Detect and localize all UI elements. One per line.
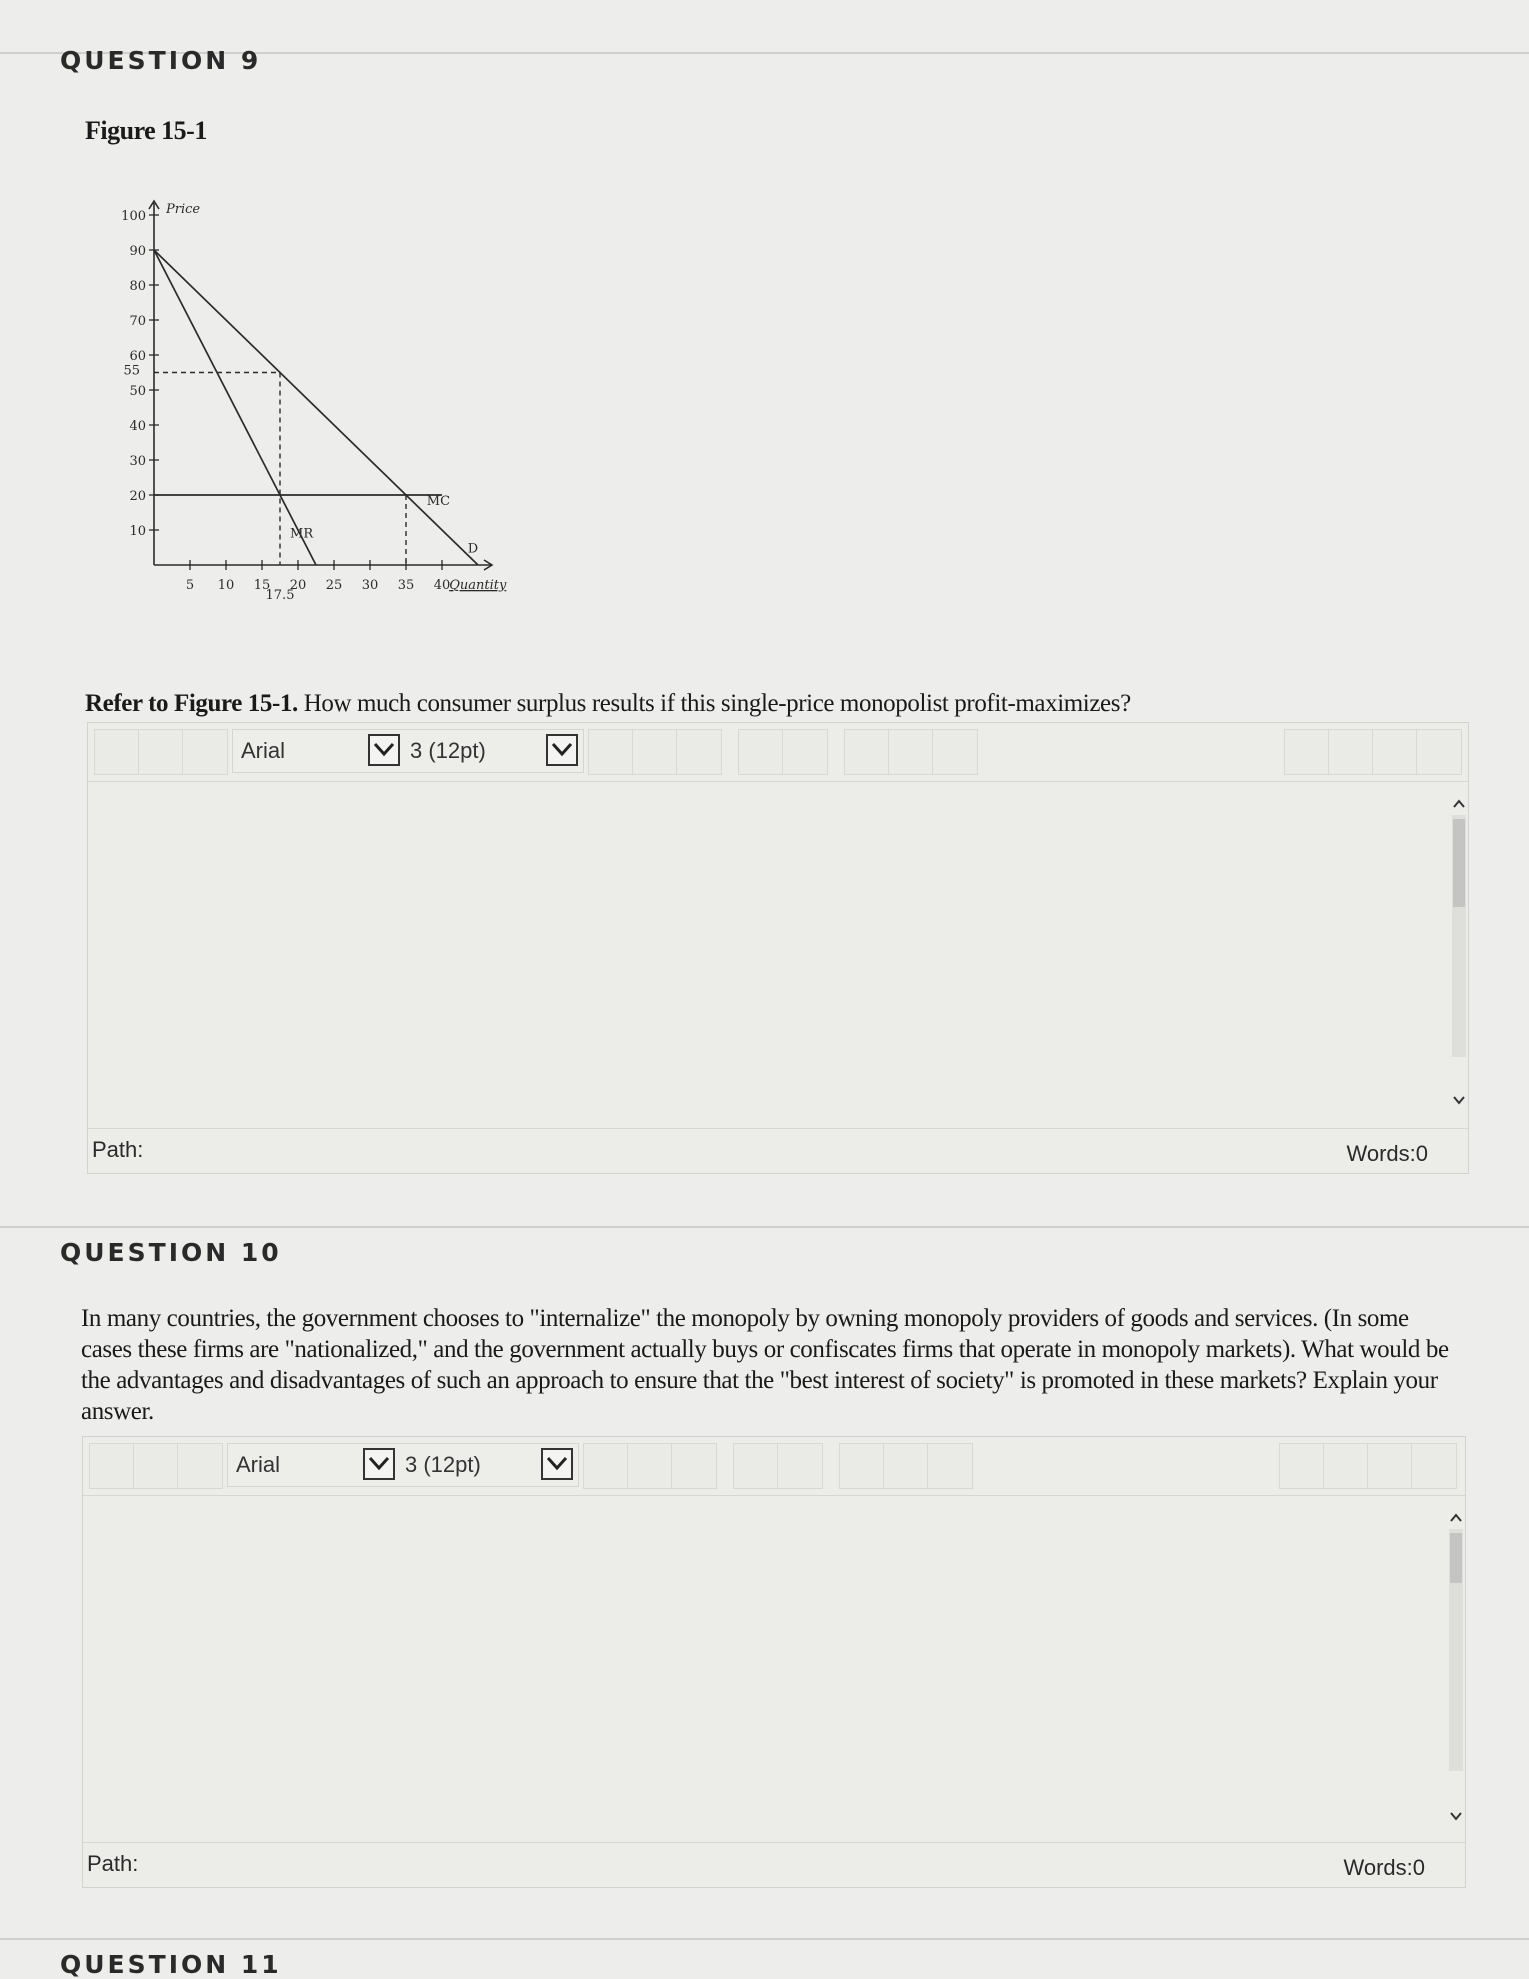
toolbar-button[interactable]	[1367, 1443, 1413, 1489]
toolbar-button[interactable]	[1279, 1443, 1325, 1489]
font-size-select[interactable]	[366, 729, 584, 773]
question-divider	[0, 1938, 1529, 1940]
y-tick-label: 80	[129, 279, 146, 294]
figure-15-1-chart	[100, 175, 540, 615]
font-size-value: 3 (12pt)	[410, 738, 486, 763]
series-d-label: D	[467, 541, 479, 557]
toolbar-button[interactable]	[632, 729, 678, 775]
series-mr-label: MR	[290, 526, 314, 542]
question-9-prompt	[85, 688, 1485, 719]
answer-editor-q9	[87, 722, 1469, 1174]
toolbar-button[interactable]	[138, 729, 184, 775]
figure-title: Figure 15-1	[85, 116, 207, 145]
font-family-value: Arial	[241, 738, 286, 763]
question-11-header: QUESTION 11	[60, 1950, 282, 1979]
font-family-value: Arial	[236, 1452, 281, 1477]
question-9-header: QUESTION 9	[60, 46, 262, 75]
font-family-dropdown-chevron-icon[interactable]	[368, 734, 400, 766]
y-tick-label: 100	[121, 209, 146, 224]
toolbar-button[interactable]	[1284, 729, 1330, 775]
toolbar-button[interactable]	[932, 729, 978, 775]
vertical-scrollbar[interactable]	[1449, 1529, 1463, 1771]
series-d-line	[154, 250, 478, 565]
x-tick-label: 30	[361, 578, 379, 593]
x-tick-label: 25	[325, 578, 343, 593]
y-tick-label: 70	[129, 314, 146, 329]
toolbar-button[interactable]	[583, 1443, 629, 1489]
answer-text-area-q9[interactable]	[88, 782, 1450, 1128]
font-size-dropdown-chevron-icon[interactable]	[546, 734, 578, 766]
x-tick-label: 35	[397, 578, 415, 593]
x-tick-label: 5	[185, 578, 195, 593]
question-10-prompt: In many countries, the government chooses to "internalize" the monopoly by owning monopoly providers of goods and services. (In some cases these firms are "nationalized," and the government actually buys or confiscates firms that operate in monopoly markets). What would be the advantages and disadvantages of such an approach to ensure that the "best interest of society" is promoted in these markets? Explain your answer.	[81, 1305, 1449, 1425]
toolbar-button[interactable]	[844, 729, 890, 775]
toolbar-button[interactable]	[588, 729, 634, 775]
toolbar-button[interactable]	[1323, 1443, 1369, 1489]
toolbar-button[interactable]	[627, 1443, 673, 1489]
answer-editor-q10	[82, 1436, 1466, 1888]
y-tick-label: 55	[123, 363, 140, 379]
toolbar-button[interactable]	[777, 1443, 823, 1489]
word-count: Words:0	[1343, 1855, 1425, 1880]
vertical-scrollbar[interactable]	[1452, 815, 1466, 1057]
path-label: Path:	[92, 1137, 144, 1162]
toolbar-button[interactable]	[927, 1443, 973, 1489]
x-tick-label: 20	[289, 578, 307, 593]
toolbar-button[interactable]	[733, 1443, 779, 1489]
toolbar-button[interactable]	[89, 1443, 135, 1489]
x-tick-label: 15	[253, 578, 271, 593]
toolbar-button[interactable]	[133, 1443, 179, 1489]
question-divider	[0, 1226, 1529, 1228]
x-axis-label: Quantity	[449, 578, 507, 593]
scroll-up-chevron-icon[interactable]	[1449, 1511, 1463, 1525]
y-tick-label: 60	[129, 349, 146, 364]
y-tick-label: 90	[129, 244, 146, 259]
toolbar-button[interactable]	[782, 729, 828, 775]
y-tick-label: 30	[129, 454, 146, 469]
scrollbar-thumb[interactable]	[1453, 819, 1465, 907]
font-size-select[interactable]	[361, 1443, 579, 1487]
toolbar-button[interactable]	[888, 729, 934, 775]
editor-status-bar	[83, 1842, 1465, 1887]
y-tick-label: 10	[129, 524, 146, 539]
y-axis-label: Price	[166, 202, 201, 217]
toolbar-button[interactable]	[883, 1443, 929, 1489]
toolbar-button[interactable]	[839, 1443, 885, 1489]
toolbar-button[interactable]	[1372, 729, 1418, 775]
toolbar-button[interactable]	[676, 729, 722, 775]
font-size-dropdown-chevron-icon[interactable]	[541, 1448, 573, 1480]
toolbar-button[interactable]	[1411, 1443, 1457, 1489]
scroll-down-chevron-icon[interactable]	[1449, 1809, 1463, 1823]
editor-toolbar	[83, 1437, 1465, 1496]
scroll-up-chevron-icon[interactable]	[1452, 797, 1466, 811]
answer-text-area-q10[interactable]	[83, 1496, 1447, 1842]
x-tick-label: 40	[433, 578, 451, 593]
toolbar-button[interactable]	[671, 1443, 717, 1489]
scrollbar-thumb[interactable]	[1450, 1533, 1462, 1583]
scroll-down-chevron-icon[interactable]	[1452, 1093, 1466, 1107]
y-tick-label: 20	[129, 489, 146, 504]
toolbar-button[interactable]	[177, 1443, 223, 1489]
figure-reference: Refer to Figure 15-1.	[85, 690, 298, 717]
question-10-header: QUESTION 10	[60, 1238, 282, 1267]
series-mr-line	[154, 250, 316, 565]
y-tick-label: 50	[129, 384, 146, 399]
font-family-dropdown-chevron-icon[interactable]	[363, 1448, 395, 1480]
series-mc-label: MC	[426, 493, 451, 509]
editor-status-bar	[88, 1128, 1468, 1173]
toolbar-button[interactable]	[1416, 729, 1462, 775]
toolbar-button[interactable]	[182, 729, 228, 775]
toolbar-button[interactable]	[738, 729, 784, 775]
question-9-prompt-text: How much consumer surplus results if this single-price monopolist profit-maximizes?	[297, 690, 1131, 717]
font-size-value: 3 (12pt)	[405, 1452, 481, 1477]
toolbar-button[interactable]	[94, 729, 140, 775]
x-tick-label: 10	[217, 578, 235, 593]
editor-toolbar	[88, 723, 1468, 782]
word-count: Words:0	[1346, 1141, 1428, 1166]
toolbar-button[interactable]	[1328, 729, 1374, 775]
path-label: Path:	[87, 1851, 139, 1876]
x-tick-label: 17.5	[265, 588, 295, 603]
y-tick-label: 40	[129, 419, 146, 434]
